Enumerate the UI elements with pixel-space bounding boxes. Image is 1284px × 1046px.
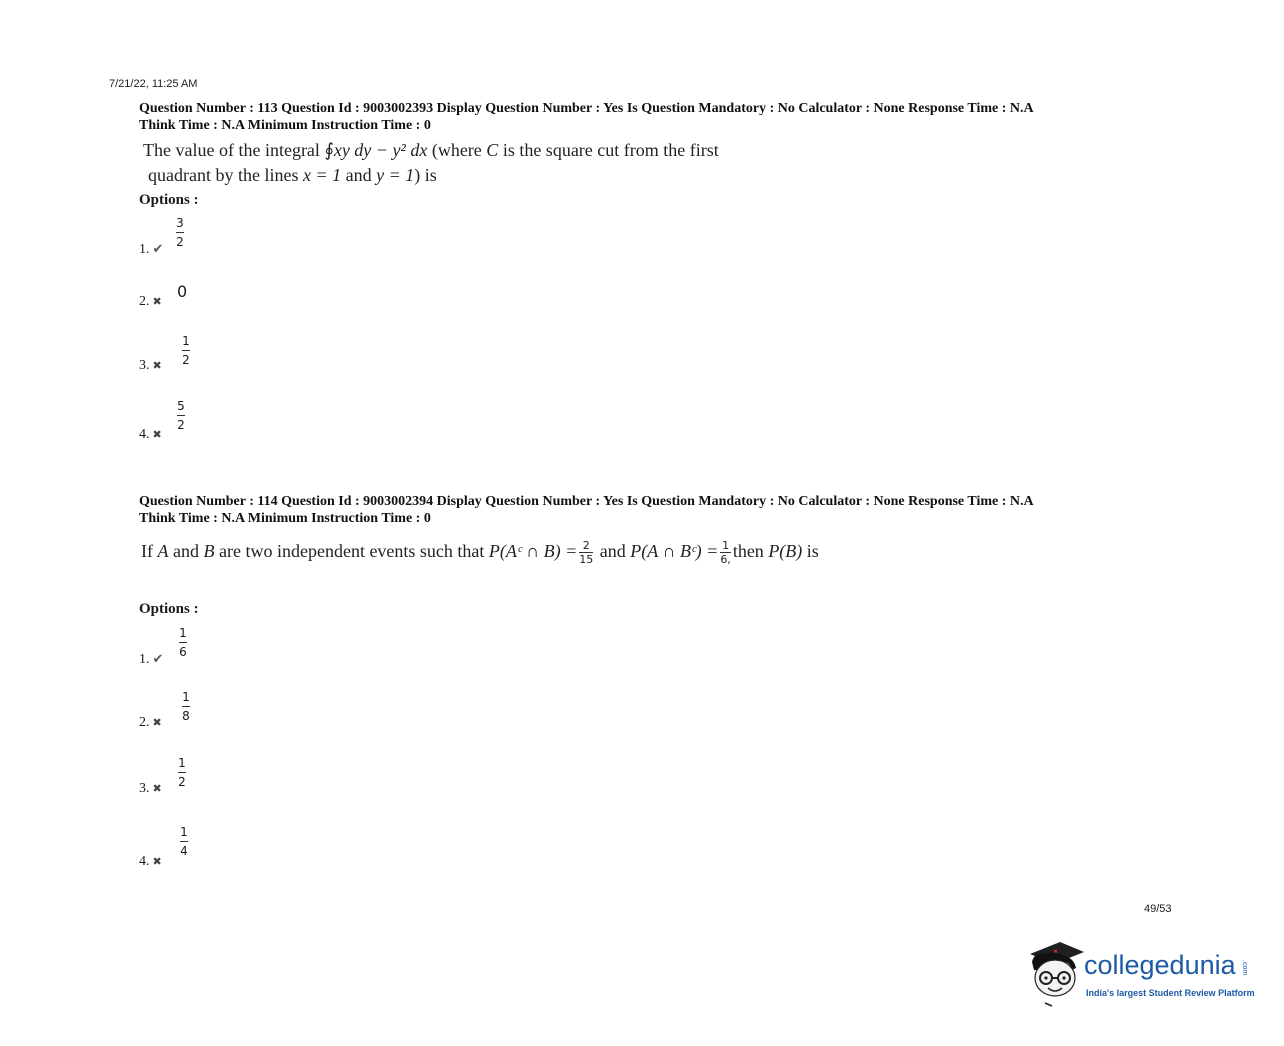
numerator: 1 xyxy=(180,825,188,839)
q114-option-1-fraction xyxy=(179,627,187,659)
q114-fraction-1 xyxy=(579,540,593,565)
collegedunia-tagline: India's largest Student Review Platform xyxy=(1086,988,1255,998)
q113-meta-line1: Question Number : 113 Question Id : 9003002393 Display Question Number : Yes Is Question Mandatory : No Calculator : None Response Time : N.A xyxy=(139,101,1034,116)
q113-option-2[interactable] xyxy=(139,292,162,310)
q113-option-1-fraction xyxy=(176,217,184,249)
cross-icon: ✖ xyxy=(152,782,162,795)
numerator: 1 xyxy=(178,756,186,770)
option-number: 2. xyxy=(139,715,150,730)
q114-fraction-2 xyxy=(720,540,731,565)
denominator: 15 xyxy=(579,553,594,567)
collegedunia-mascot-icon xyxy=(1024,940,1086,1010)
q114-expr1: P(Aᶜ ∩ B) = xyxy=(488,541,578,561)
q114-text-if: If xyxy=(141,541,153,561)
correct-check-icon: ✔ xyxy=(152,652,164,667)
q114-option-3-fraction xyxy=(178,757,186,789)
print-timestamp: 7/21/22, 11:25 AM xyxy=(109,78,198,90)
q114-text-and2: and xyxy=(599,541,626,561)
q114-option-3[interactable] xyxy=(139,779,162,797)
q114-option-4-fraction xyxy=(180,826,188,858)
q113-option-4-fraction xyxy=(177,400,185,432)
q114-meta-line1: Question Number : 114 Question Id : 9003002394 Display Question Number : Yes Is Question Mandatory : No Calculator : None Response Time : N.A xyxy=(139,494,1034,509)
cross-icon: ✖ xyxy=(152,359,162,372)
q114-text-is: is xyxy=(806,541,819,561)
q113-text-c: is the square cut from the first xyxy=(502,140,719,160)
q114-text xyxy=(141,539,819,565)
q114-option-2[interactable] xyxy=(139,713,162,731)
denominator: 6, xyxy=(720,553,731,567)
numerator: 2 xyxy=(582,539,590,553)
q113-y-eq: y = 1 xyxy=(376,165,415,185)
q114-option-4[interactable] xyxy=(139,852,162,870)
numerator: 3 xyxy=(176,216,184,230)
cross-icon: ✖ xyxy=(152,295,162,308)
q114-expr3: P(B) xyxy=(768,541,803,561)
denominator: 6 xyxy=(179,645,187,659)
q114-text-mid: are two independent events such that xyxy=(219,541,485,561)
denominator: 2 xyxy=(176,235,184,249)
q114-text-and: and xyxy=(173,541,199,561)
option-number: 4. xyxy=(139,854,150,869)
page-number: 49/53 xyxy=(1144,903,1172,915)
q113-expr: xy dy − y² dx xyxy=(333,140,428,160)
q113-x-eq: x = 1 xyxy=(302,165,342,185)
q114-var-a: A xyxy=(157,541,169,561)
q113-option-4[interactable] xyxy=(139,425,162,443)
denominator: 8 xyxy=(182,709,190,723)
q113-option-3[interactable] xyxy=(139,356,162,374)
denominator: 2 xyxy=(182,353,190,367)
q113-option-3-fraction xyxy=(182,335,190,367)
numerator: 1 xyxy=(182,690,190,704)
option-number: 2. xyxy=(139,294,150,309)
q113-option-1[interactable] xyxy=(139,240,163,258)
denominator: 2 xyxy=(178,775,186,789)
option-number: 3. xyxy=(139,781,150,796)
q113-text-line2 xyxy=(148,163,437,188)
numerator: 5 xyxy=(177,399,185,413)
denominator: 2 xyxy=(177,418,185,432)
q113-options-label: Options : xyxy=(139,192,199,208)
option-number: 1. xyxy=(139,652,150,667)
q113-meta-line2: Think Time : N.A Minimum Instruction Time : 0 xyxy=(139,118,431,133)
q113-option-2-value: 0 xyxy=(177,282,188,301)
q114-meta-line2: Think Time : N.A Minimum Instruction Time : 0 xyxy=(139,511,431,526)
numerator: 1 xyxy=(182,334,190,348)
option-number: 3. xyxy=(139,358,150,373)
correct-check-icon: ✔ xyxy=(152,242,164,257)
option-number: 1. xyxy=(139,242,150,257)
q114-var-b: B xyxy=(203,541,215,561)
q114-options-label: Options : xyxy=(139,601,199,617)
option-number: 4. xyxy=(139,427,150,442)
q114-option-2-fraction xyxy=(182,691,190,723)
q113-and: and xyxy=(345,165,372,185)
cross-icon: ✖ xyxy=(152,428,162,441)
cross-icon: ✖ xyxy=(152,855,162,868)
q113-c-var: C xyxy=(486,140,499,160)
collegedunia-logo-text: collegedunia xyxy=(1084,950,1236,980)
q113-text-b: (where xyxy=(431,140,482,160)
numerator: 1 xyxy=(722,539,730,553)
integral-symbol: ∮ xyxy=(324,140,334,160)
q113-line2-a: quadrant by the lines xyxy=(148,165,299,185)
q113-text-a: The value of the integral xyxy=(143,140,320,160)
collegedunia-logo-com: .com xyxy=(1241,960,1248,976)
q114-option-1[interactable] xyxy=(139,650,163,668)
numerator: 1 xyxy=(179,626,187,640)
cross-icon: ✖ xyxy=(152,716,162,729)
q114-expr2: P(A ∩ Bᶜ) = xyxy=(630,541,719,561)
denominator: 4 xyxy=(180,844,188,858)
q114-text-then: then xyxy=(732,541,764,561)
q113-line2-end: ) is xyxy=(414,165,437,185)
q113-text-line1 xyxy=(143,138,719,163)
